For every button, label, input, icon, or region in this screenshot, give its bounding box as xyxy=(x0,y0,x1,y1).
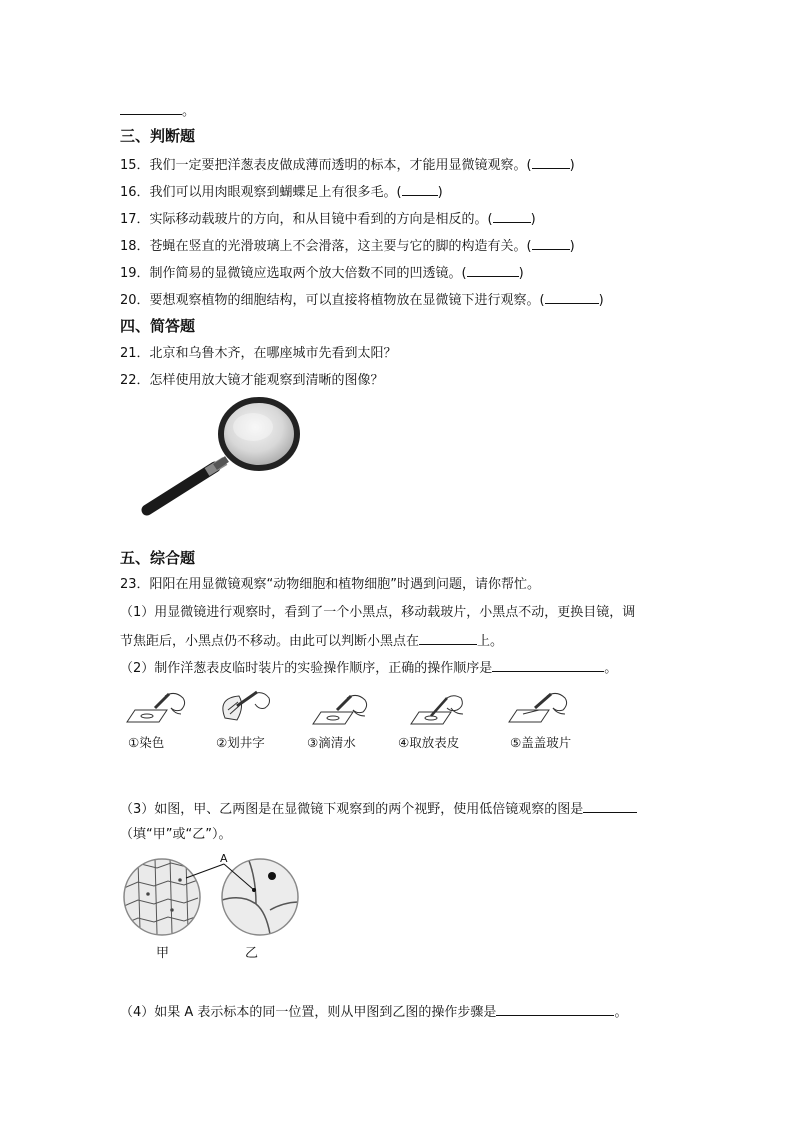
step2-cut-grid-illustration xyxy=(223,692,270,720)
answer-blank[interactable] xyxy=(467,263,519,277)
field-jia-low-power xyxy=(122,850,202,940)
step3-drop-water-illustration xyxy=(313,695,367,724)
section-heading-judgement: 三、判断题 xyxy=(120,127,196,145)
section-heading-short-answer: 四、简答题 xyxy=(120,317,196,335)
answer-blank[interactable] xyxy=(120,101,182,115)
answer-blank[interactable] xyxy=(496,1002,614,1016)
field-yi-high-power xyxy=(222,850,302,940)
figure-label-yi: 乙 xyxy=(245,946,259,961)
onion-slide-steps-figure xyxy=(125,688,595,730)
question-15: 15．我们一定要把洋葱表皮做成薄而透明的标本，才能用显微镜观察。( ) xyxy=(120,155,575,175)
q23-part2: （2）制作洋葱表皮临时装片的实验操作顺序，正确的操作顺序是 。 xyxy=(120,658,617,678)
question-23: 23．阳阳在用显微镜观察“动物细胞和植物细胞”时遇到问题，请你帮忙。 xyxy=(120,577,541,592)
step-label-stain: ①染色 xyxy=(128,735,165,750)
answer-blank[interactable] xyxy=(583,799,637,813)
step-label-drop-water: ③滴清水 xyxy=(307,735,356,750)
question-22: 22．怎样使用放大镜才能观察到清晰的图像？ xyxy=(120,373,384,388)
question-18: 18．苍蝇在竖直的光滑玻璃上不会滑落，这主要与它的脚的构造有关。( ) xyxy=(120,236,575,256)
answer-blank[interactable] xyxy=(492,658,604,672)
q23-part3-line2: （填“甲”或“乙”）。 xyxy=(120,827,232,842)
step-label-cut-grid: ②划井字 xyxy=(216,735,265,750)
answer-blank[interactable] xyxy=(402,182,438,196)
figure-label-a: A xyxy=(220,852,228,865)
figure-label-jia: 甲 xyxy=(156,946,170,961)
step-label-cover-slip: ⑤盖盖玻片 xyxy=(510,735,572,750)
question-17: 17．实际移动载玻片的方向，和从目镜中看到的方向是相反的。( ) xyxy=(120,209,536,229)
magnifying-glass-image xyxy=(135,395,305,520)
q23-part1-line2: 节焦距后，小黑点仍不移动。由此可以判断小黑点在 上。 xyxy=(120,631,503,651)
question-21: 21．北京和乌鲁木齐，在哪座城市先看到太阳？ xyxy=(120,346,397,361)
previous-answer-line: 。 xyxy=(120,101,195,121)
question-20: 20．要想观察植物的细胞结构，可以直接将植物放在显微镜下进行观察。( ) xyxy=(120,290,604,310)
answer-blank[interactable] xyxy=(532,236,570,250)
step4-place-skin-illustration xyxy=(411,696,463,724)
question-16: 16．我们可以用肉眼观察到蝴蝶足上有很多毛。( ) xyxy=(120,182,443,202)
section-heading-comprehensive: 五、综合题 xyxy=(120,549,196,567)
answer-blank[interactable] xyxy=(493,209,531,223)
step-label-place-skin: ④取放表皮 xyxy=(398,735,460,750)
answer-blank[interactable] xyxy=(545,290,599,304)
q23-part1-line1: （1）用显微镜进行观察时，看到了一个小黑点，移动载玻片，小黑点不动，更换目镜，调 xyxy=(120,605,636,620)
answer-blank[interactable] xyxy=(419,631,477,645)
step5-cover-slip-illustration xyxy=(509,693,567,722)
q23-part3-line1: （3）如图，甲、乙两图是在显微镜下观察到的两个视野，使用低倍镜观察的图是 xyxy=(120,799,637,819)
question-19: 19．制作简易的显微镜应选取两个放大倍数不同的凹透镜。( ) xyxy=(120,263,524,283)
step1-stain-illustration xyxy=(127,693,185,722)
microscope-fields-figure xyxy=(122,850,302,940)
answer-blank[interactable] xyxy=(532,155,570,169)
q23-part4: （4）如果 A 表示标本的同一位置，则从甲图到乙图的操作步骤是 。 xyxy=(120,1002,627,1022)
